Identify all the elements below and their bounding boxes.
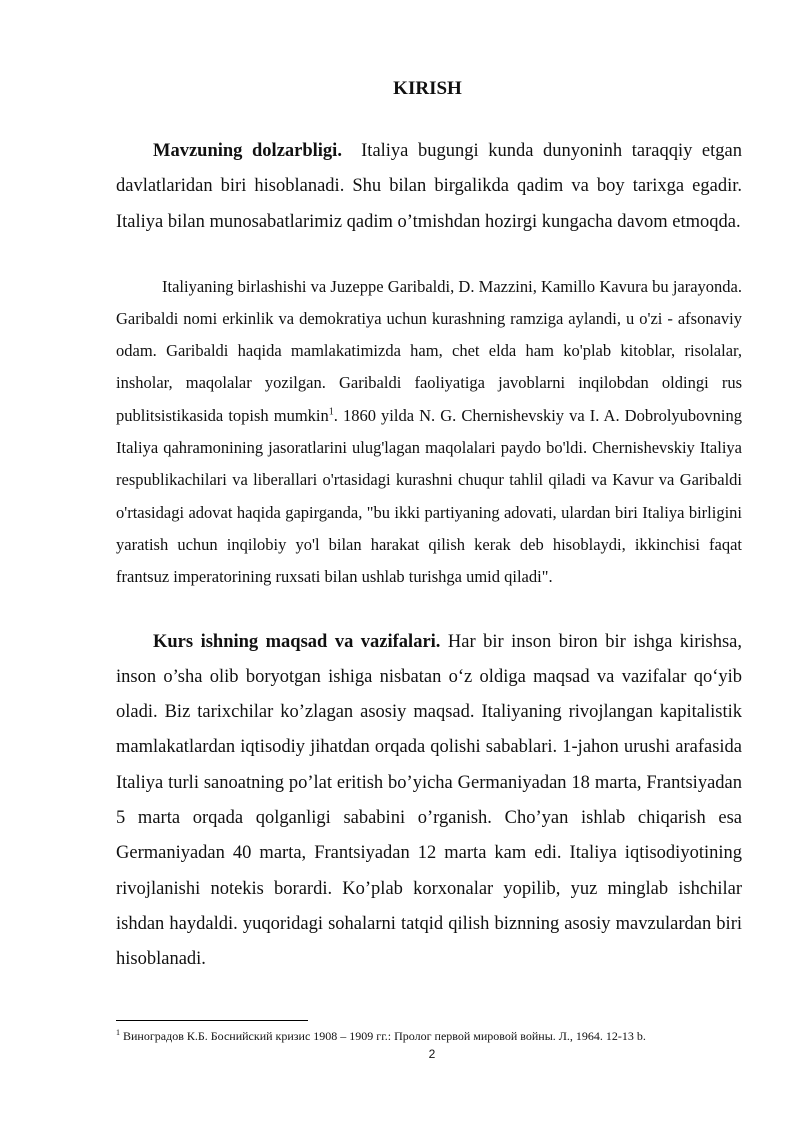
paragraph-text: . 1860 yilda N. G. Chernishevskiy va I. A. Dobrolyubovning Italiya qahramonining jasoratlarini ulug'lagan maqolalari paydo bo'ldi. Chernishevskiy Italiya respublikachilari va liberallari o'rtasidagi kurashni chuqur tahlil qiladi va Kavur va Garibaldi o'rtasidagi adovat haqida gapirganda, "bu ikki partiyaning adovati, ulardan biri Italiya birligini yaratish uchun inqilobiy yo'l bilan harakat qilish kerak deb hisoblaydi, ikkinchisi faqat frantsuz imperatorining ruxsati bilan ushlab turishga umid qiladi". bbox=[116, 405, 743, 587]
footnote-marker: 1 bbox=[116, 1028, 120, 1037]
paragraph-garibaldi bbox=[116, 271, 742, 594]
paragraph-lead: Kurs ishning maqsad va vazifalari. bbox=[153, 631, 441, 652]
paragraph-text: Har bir inson biron bir ishga kirishsa, inson o’sha olib boryotgan ishiga nisbatan o‘z oldiga maqsad va vazifalar qo‘yib oladi. Biz tarixchilar ko’zlagan asosiy maqsad. Italiyaning rivojlangan kapitalistik mamlakatlardan iqtisodiy jihatdan orqada qolishi sabablari. 1-jahon urushi arafasida Italiya turli sanoatning po’lat eritish bo’yicha Germaniyadan 18 marta, Frantsiyadan 5 marta orqada qolganligi sababini o’rganish. Cho’yan ishlab chiqarish esa Germaniyadan 40 marta, Frantsiyadan 12 marta kam edi. Italiya iqtisodiyotining rivojlanishi notekis borardi. Ko’plab korxonalar yopilib, yuz minglab ishchilar ishdan haydaldi. yuqoridagi sohalarni tatqid qilish biznning asosiy mavzulardan biri hisoblanadi. bbox=[116, 631, 742, 970]
footnote-reference[interactable]: 1 bbox=[328, 406, 334, 418]
paragraph-goals bbox=[116, 625, 742, 978]
footnote bbox=[116, 1029, 756, 1044]
paragraph-relevance bbox=[116, 134, 742, 241]
paragraph-text: Italiyaning birlashishi va Juzeppe Garibaldi, D. Mazzini, Kamillo Kavura bu jarayonda. Garibaldi nomi erkinlik va demokratiya uchun kurashning ramziga aylandi, u o'zi - afsonaviy odam. Garibaldi haqida mamlakatimizda ham, chet elda ham ko'plab kitoblar, risolalar, insholar, maqolalar yozilgan. Garibaldi faoliyatiga javoblarni inqilobdan oldingi rus publitsistikasida topish mumkin bbox=[116, 276, 742, 425]
footnote-separator bbox=[116, 1020, 308, 1021]
paragraph-text: Italiya bugungi kunda dunyoninh taraqqiy etgan davlatlaridan biri hisoblanadi. Shu bilan birgalikda qadim va boy tarixga egadir. Italiya bilan munosabatlarimiz qadim o’tmishdan hozirgi kungacha davom etmoqda. bbox=[116, 140, 742, 232]
page-number: 2 bbox=[428, 1047, 436, 1061]
page-title: KIRISH bbox=[393, 78, 462, 99]
paragraph-lead: Mavzuning dolzarbligi. bbox=[153, 140, 342, 161]
footnote-text: Виноградов К.Б. Боснийский кризис 1908 – 1909 гг.: Пролог первой мировой войны. Л., 1964. 12-13 b. bbox=[123, 1029, 646, 1043]
